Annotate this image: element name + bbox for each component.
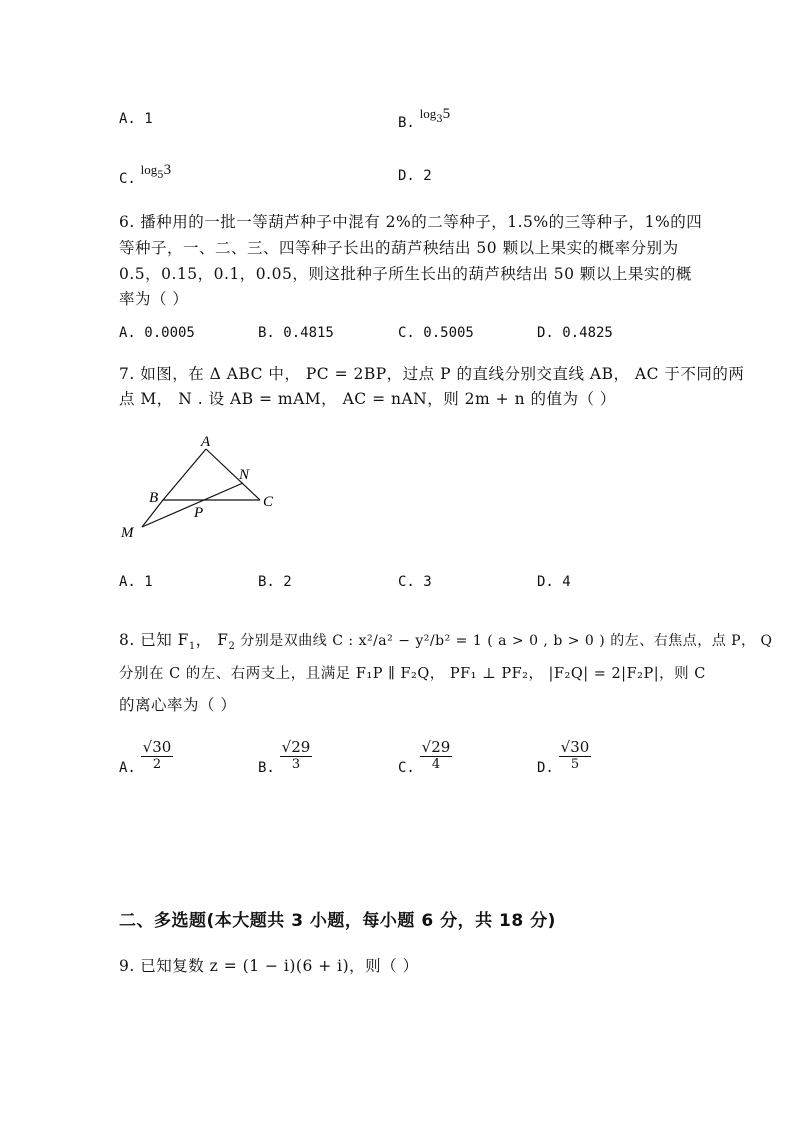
q6-option-d: D. 0.4825	[537, 325, 613, 341]
q5-option-d: D. 2	[398, 168, 432, 184]
label-c: C	[263, 494, 274, 510]
q8-option-c-numerator: √29	[421, 738, 451, 756]
section-heading-multiple-choice: 二、多选题(本大题共 3 小题，每小题 6 分，共 18 分)	[119, 911, 556, 931]
q8-option-a-label: A.	[119, 760, 136, 776]
q5-option-c	[119, 160, 172, 187]
q8-option-b	[258, 738, 312, 776]
q5-option-b-arg: 5	[442, 106, 451, 122]
q7-stem-line-1: 7. 如图，在 Δ ABC 中， PC = 2BP，过点 P 的直线分别交直线 AB， AC 于不同的两	[119, 365, 745, 383]
label-p: P	[194, 505, 204, 521]
label-a: A	[201, 434, 211, 450]
q8-stem-prefix: 8. 已知 F	[119, 631, 189, 649]
segment-ac	[206, 449, 260, 500]
label-m: M	[121, 525, 134, 541]
q6-stem-line-4: 率为（ ）	[119, 290, 189, 308]
q8-stem-line-2: 分别在 C 的左、右两支上，且满足 F₁P ∥ F₂Q， PF₁ ⊥ PF₂， |F₂Q| = 2|F₂P|，则 C	[119, 666, 706, 682]
q8-option-a-denominator: 2	[141, 756, 174, 772]
q8-option-d-numerator: √30	[560, 738, 590, 756]
q8-option-c-label: C.	[398, 760, 415, 776]
q8-f2-sub: 2	[228, 641, 236, 653]
q6-option-b: B. 0.4815	[258, 325, 334, 341]
q9-stem-line-1: 9. 已知复数 z = (1 − i)(6 + i)，则（ ）	[119, 957, 419, 975]
q7-option-c: C. 3	[398, 574, 432, 590]
q5-option-b-label: B.	[398, 115, 415, 131]
q8-option-d	[537, 738, 591, 776]
q8-option-d-label: D.	[537, 760, 554, 776]
q8-option-b-denominator: 3	[280, 756, 313, 772]
q5-option-b-base: 3	[436, 114, 443, 125]
q8-stem-mid: ， F	[195, 631, 229, 649]
q6-option-a: A. 0.0005	[119, 325, 195, 341]
q8-stem-line-3: 的离心率为（ ）	[119, 696, 237, 714]
q7-option-b: B. 2	[258, 574, 292, 590]
q8-stem-line-1	[119, 628, 773, 652]
q8-f1-sub: 1	[188, 641, 196, 653]
q7-stem-line-2: 点 M， N . 设 AB = mAM， AC = nAN，则 2m + n 的值为（ ）	[119, 390, 616, 408]
q5-option-c-arg: 3	[163, 162, 172, 178]
q6-stem-line-1: 6. 播种用的一批一等葫芦种子中混有 2%的二等种子，1.5%的三等种子，1%的四	[119, 213, 703, 231]
q8-option-b-numerator: √29	[281, 738, 311, 756]
q5-option-a: A. 1	[119, 111, 153, 127]
q8-option-a-numerator: √30	[142, 738, 172, 756]
q5-option-b-log: log	[419, 106, 437, 121]
label-n: N	[239, 467, 250, 483]
label-b: B	[149, 490, 159, 506]
segment-ab	[163, 449, 206, 500]
q8-option-d-denominator: 5	[559, 756, 592, 772]
q5-option-c-log: log	[140, 162, 158, 177]
q7-option-d: D. 4	[537, 574, 571, 590]
q5-option-c-base: 5	[157, 170, 164, 181]
q5-option-c-label: C.	[119, 171, 136, 187]
q6-stem-line-2: 等种子，一、二、三、四等种子长出的葫芦秧结出 50 颗以上果实的概率分别为	[119, 239, 679, 257]
q5-option-b	[398, 104, 451, 131]
q7-option-a: A. 1	[119, 574, 153, 590]
q6-option-c: C. 0.5005	[398, 325, 474, 341]
q8-option-a	[119, 738, 173, 776]
q8-option-c	[398, 738, 452, 776]
q6-stem-line-3: 0.5，0.15，0.1，0.05，则这批种子所生长出的葫芦秧结出 50 颗以上果实的概	[119, 265, 692, 283]
q8-option-c-denominator: 4	[420, 756, 453, 772]
q8-stem-hyperbola: 分别是双曲线 C : x²/a² − y²/b² = 1 ( a > 0 , b > 0 ) 的左、右焦点，点 P， Q	[235, 633, 773, 649]
q8-option-b-label: B.	[258, 760, 275, 776]
q7-triangle-figure	[115, 428, 295, 548]
